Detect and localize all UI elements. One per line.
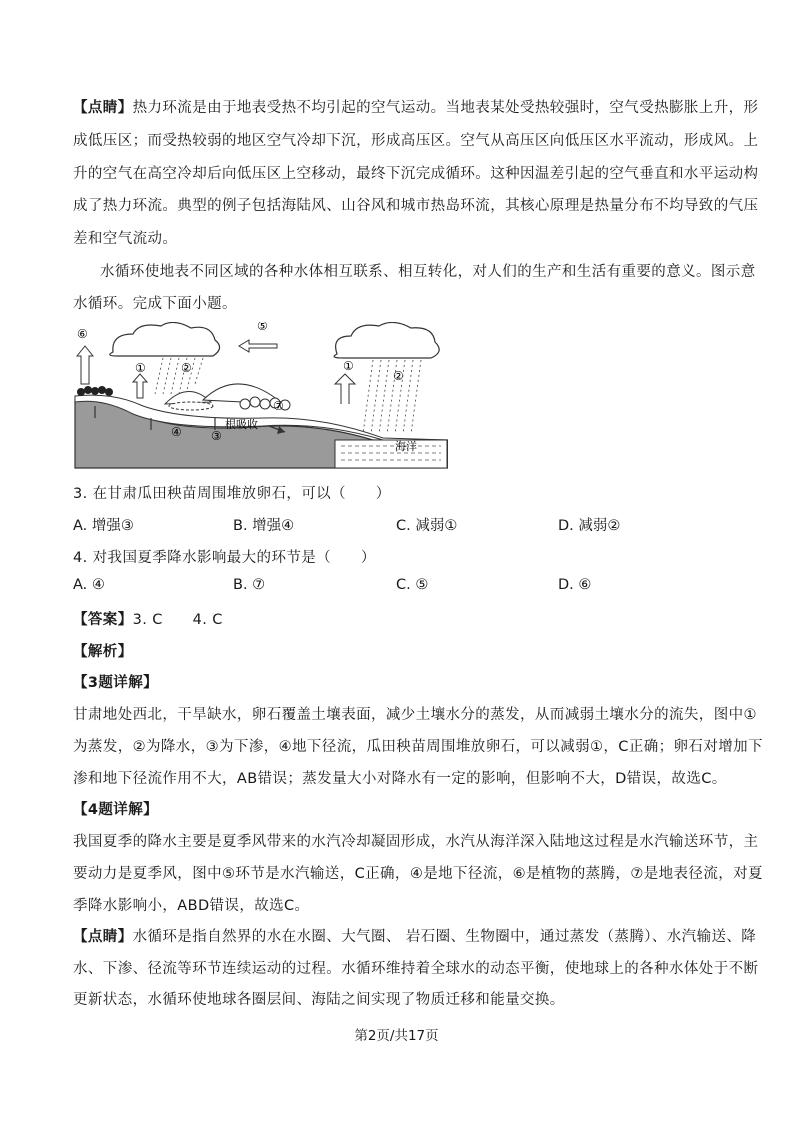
transpiration-arrow	[77, 346, 93, 384]
option-d: D. 减弱②	[558, 518, 621, 534]
rain-right	[363, 360, 421, 434]
analysis-label: 【解析】	[73, 644, 133, 660]
answer-line	[73, 608, 223, 629]
note-2-label: 【点睛】	[73, 929, 133, 945]
option-a: A. ④	[73, 577, 105, 593]
note-paragraph-line: 升的空气在高空冷却后向低压区上空移动，最终下沉完成循环。这种因温差引起的空气垂直和水平运动构	[73, 166, 759, 182]
detail-3-line: 渗和地下径流作用不大，AB错误；蒸发量大小对降水有一定的影响，但影响不大，D错误，故选C。	[73, 771, 727, 787]
detail-3-label: 【3题详解】	[73, 675, 158, 691]
label-3: ③	[211, 429, 222, 443]
detail-4-line: 我国夏季的降水主要是夏季风带来的水汽冷却凝固形成，水汽从海洋深入陆地这过程是水汽输送环节，主	[73, 834, 759, 850]
question-stem-line: 水循环。完成下面小题。	[73, 296, 237, 312]
vapor-transport-arrow	[239, 340, 277, 352]
label-1: ①	[135, 361, 146, 375]
answer-label: 【答案】	[73, 612, 133, 628]
note-text: 热力环流是由于地表受热不均引起的空气运动。当地表某处受热较强时，空气受热膨胀上升，形	[132, 100, 759, 116]
detail-4-label: 【4题详解】	[73, 802, 158, 818]
note-2-line: 水、下渗、径流等环节连续运动的过程。水循环维持着全球水的动态平衡，使地球上的各种水体处于不断	[73, 961, 759, 977]
label-5: ⑤	[257, 322, 268, 333]
note-paragraph-line: 成低压区；而受热较弱的地区空气冷却下沉，形成高压区。空气从高压区向低压区水平流动，形成风。上	[73, 133, 759, 149]
cloud-right	[334, 322, 439, 358]
water-cycle-diagram	[73, 322, 448, 470]
option-d: D. ⑥	[558, 577, 592, 593]
label-2: ②	[181, 361, 192, 375]
detail-3-line: 甘肃地处西北，干旱缺水，卵石覆盖土壤表面，减少土壤水分的蒸发，从而减弱土壤水分的流失，图中①	[73, 707, 757, 723]
label-2-sea: ②	[393, 369, 404, 383]
option-c: C. ⑤	[396, 577, 429, 593]
option-c: C. 减弱①	[396, 518, 458, 534]
question-4-stem: 4. 对我国夏季降水影响最大的环节是（ ）	[73, 550, 376, 566]
ocean	[335, 440, 447, 468]
label-4: ④	[171, 425, 182, 439]
label-7: ⑦	[273, 399, 284, 413]
page-footer: 第2页/共17页	[354, 1028, 439, 1044]
note-2-text: 水循环是指自然界的水在水圈、大气圈、 岩石圈、生物圈中，通过蒸发（蒸腾）、水汽输送、降	[132, 929, 757, 945]
note-label: 【点睛】	[73, 100, 133, 116]
detail-4-line: 季降水影响小，ABD错误，故选C。	[73, 898, 310, 914]
label-6: ⑥	[77, 327, 88, 341]
forest	[77, 386, 113, 396]
note-2-line: 更新状态，水循环使地球各圈层间、海陆之间实现了物质迁移和能量交换。	[73, 992, 565, 1008]
note-paragraph-line	[73, 96, 758, 117]
evaporation-arrow	[133, 374, 147, 398]
note-2-line	[73, 925, 756, 946]
sea-evaporation-arrow	[335, 374, 355, 404]
detail-3-line: 为蒸发，②为降水，③为下渗，④地下径流，瓜田秧苗周围堆放卵石，可以减弱①，C正确；卵石对增加下	[73, 739, 763, 755]
option-a: A. 增强③	[73, 518, 134, 534]
option-b: B. ⑦	[233, 577, 266, 593]
note-paragraph-line: 差和空气流动。	[73, 231, 178, 247]
label-1-sea: ①	[343, 359, 354, 373]
question-3-stem: 3. 在甘肃瓜田秧苗周围堆放卵石，可以（ ）	[73, 486, 391, 502]
answer-text: 3. C 4. C	[132, 612, 223, 628]
label-root-absorption: 根吸收	[225, 418, 258, 431]
note-paragraph-line: 成了热力环流。典型的例子包括海陆风、山谷风和城市热岛环流，其核心原理是热量分布不均导致的气压	[73, 198, 759, 214]
option-b: B. 增强④	[233, 518, 295, 534]
detail-4-line: 要动力是夏季风，图中⑤环节是水汽输送，C正确，④是地下径流，⑥是植物的蒸腾，⑦是地表径流，对夏	[73, 866, 763, 882]
rain-left	[155, 358, 203, 394]
lake	[169, 402, 213, 410]
question-stem-line: 水循环使地表不同区域的各种水体相互联系、相互转化，对人们的生产和生活有重要的意义。图示意	[100, 264, 756, 280]
cloud-left	[110, 322, 220, 356]
label-ocean: 海洋	[395, 440, 417, 453]
